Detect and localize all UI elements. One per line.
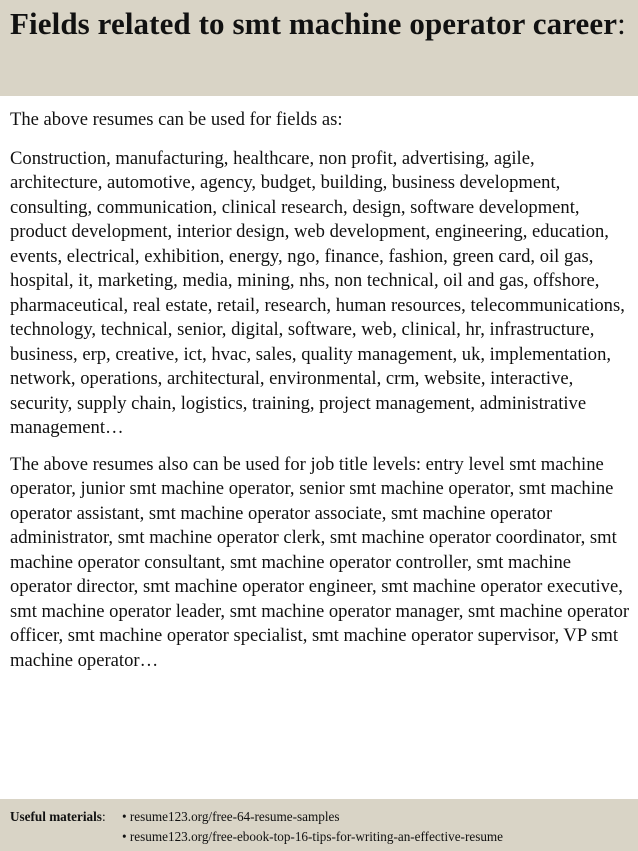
footer-bar — [0, 799, 638, 851]
intro-text: The above resumes can be used for fields as: — [10, 109, 343, 130]
job-levels-list: The above resumes also can be used for job title levels: entry level smt machine operator, junior smt machine operator, senior smt machine operator, smt machine operator assistant, smt machine operator associate, smt machine operator administrator, smt machine operator clerk, smt machine operator coordinator, smt machine operator consultant, smt machine operator controller, smt machine operator director, smt machine operator engineer, smt machine operator executive, smt machine operator leader, smt machine operator manager, smt machine operator officer, smt machine operator specialist, smt machine operator supervisor, VP smt machine operator… — [10, 453, 630, 671]
header-bar — [0, 0, 638, 96]
footer-label-spacer — [10, 827, 122, 847]
useful-materials-colon: : — [101, 809, 106, 824]
footer-link-ebook-tips[interactable]: • resume123.org/free-ebook-top-16-tips-for-writing-an-effective-resume — [122, 829, 504, 844]
page-title — [10, 6, 628, 42]
useful-materials-text: Useful materials — [10, 809, 102, 824]
footer-link-resume-samples[interactable]: • resume123.org/free-64-resume-samples — [122, 809, 340, 824]
title-text: Fields related to smt machine operator career — [10, 6, 618, 41]
main-content — [10, 108, 630, 673]
footer-row-2 — [10, 827, 628, 847]
title-colon: : — [617, 6, 626, 41]
fields-list: Construction, manufacturing, healthcare, non profit, advertising, agile, architecture, automotive, agency, budget, building, business development, consulting, communication, clinical research, design, software development, product development, interior design, web development, engineering, education, events, electrical, exhibition, energy, ngo, finance, fashion, green card, oil gas, hospital, it, marketing, media, mining, nhs, non technical, oil and gas, offshore, pharmaceutical, real estate, retail, research, human resources, telecommunications, technology, technical, senior, digital, software, web, clinical, hr, infrastructure, business, erp, creative, ict, hvac, sales, quality management, uk, implementation, network, operations, architectural, environmental, crm, website, interactive, security, supply chain, logistics, training, project management, administrative management… — [10, 147, 625, 438]
useful-materials-label — [10, 807, 122, 827]
footer-row-1 — [10, 807, 628, 827]
